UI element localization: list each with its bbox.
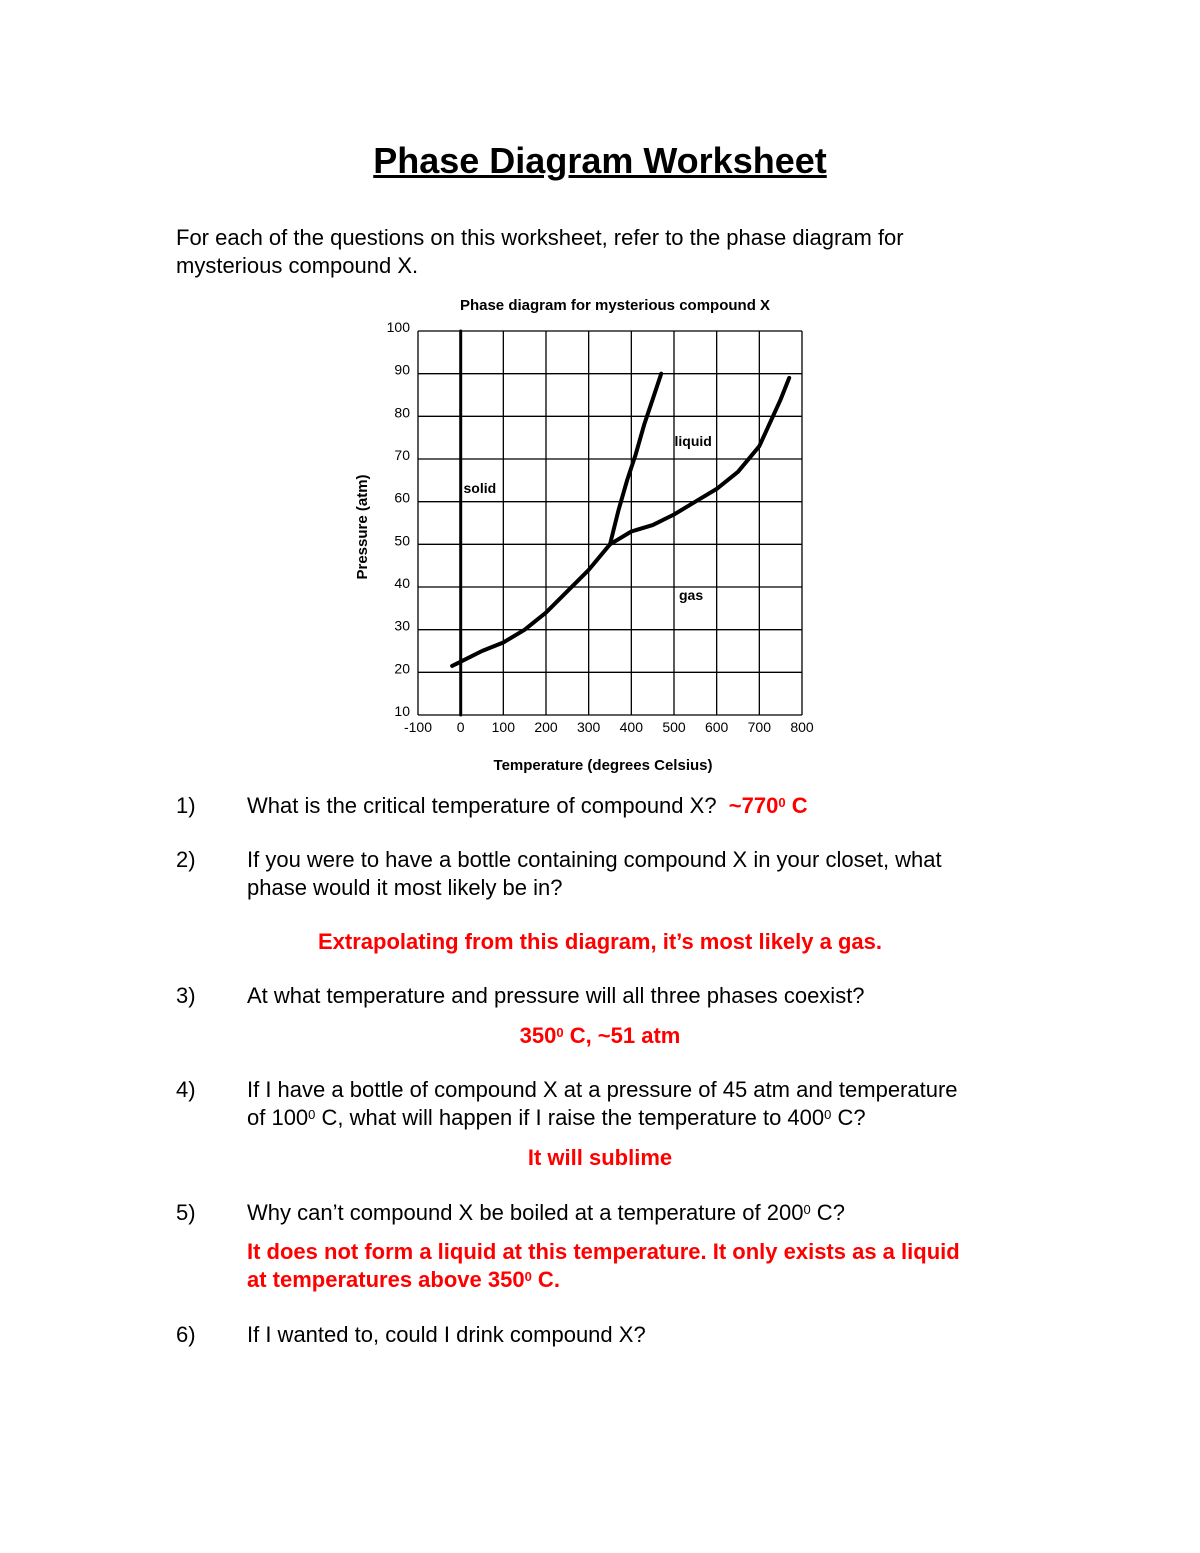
question-text: What is the critical temperature of compound X? [247, 793, 717, 818]
y-tick-label: 70 [394, 447, 410, 463]
question-text-line2: phase would it most likely be in? [247, 875, 563, 900]
region-label: solid [463, 480, 497, 497]
question-text-line1: If you were to have a bottle containing compound X in your closet, what [247, 847, 942, 872]
y-tick-label: 60 [394, 489, 410, 506]
answer-3: $350^0$ C, ~51 atm [519, 1023, 681, 1048]
y-tick-label: 10 [394, 703, 410, 719]
question-number: 6) [176, 1322, 196, 1347]
answer-2: Extrapolating from this diagram, it’s most likely a gas. [318, 929, 882, 954]
question-number: 5) [176, 1200, 196, 1225]
x-tick-label: 400 [619, 719, 644, 735]
y-tick-label: 20 [394, 660, 410, 677]
y-tick-label: 40 [394, 575, 410, 591]
x-tick-label: 300 [576, 719, 601, 735]
x-tick-label: 600 [704, 719, 729, 735]
y-tick-label: 30 [394, 617, 410, 634]
region-label: gas [679, 586, 704, 603]
page-title: Phase Diagram Worksheet [373, 140, 827, 181]
x-tick-label: 100 [491, 719, 516, 735]
phase-diagram-chart [340, 290, 840, 780]
y-tick-label: 80 [394, 404, 410, 421]
x-tick-label: 500 [662, 719, 686, 735]
answer-4: It will sublime [527, 1145, 673, 1170]
x-tick-label: 0 [456, 719, 465, 735]
question-number: 4) [176, 1077, 196, 1102]
question-number: 2) [176, 847, 196, 872]
x-tick-label: 200 [534, 719, 558, 735]
series-line-2 [452, 378, 789, 666]
y-tick-label: 100 [386, 319, 410, 335]
x-tick-label: 700 [747, 719, 772, 735]
chart-title: Phase diagram for mysterious compound X [459, 297, 771, 314]
y-tick-label: 90 [394, 361, 410, 378]
intro-text: For each of the questions on this worksheet, refer to the phase diagram for mysterious compound X. [176, 225, 904, 278]
question-text: Why can’t compound X be boiled at a temperature of $200^0$ C? [247, 1200, 845, 1225]
chart-xlabel: Temperature (degrees Celsius) [493, 757, 713, 774]
y-tick-label: 50 [394, 532, 410, 549]
question-text: At what temperature and pressure will all three phases coexist? [247, 983, 865, 1008]
x-tick-label: -100 [403, 719, 433, 735]
question-number: 3) [176, 983, 196, 1008]
answer-text: $\sim 770^0$ C [728, 793, 808, 818]
question-text-line1: If I have a bottle of compound X at a pressure of 45 atm and temperature [247, 1077, 958, 1102]
x-tick-label: 800 [790, 719, 814, 735]
region-label: liquid [674, 433, 712, 450]
chart-ylabel: Pressure (atm) [354, 474, 371, 580]
question-text: If I wanted to, could I drink compound X? [247, 1322, 646, 1347]
answer-5: It does not form a liquid at this temperature. It only exists as a liquid at temperatures above $350^0$ C. [247, 1239, 960, 1292]
question-number: 1) [176, 793, 196, 818]
question-text-line2: of $100^0$ C, what will happen if I raise the temperature to $400^0$ C? [247, 1105, 866, 1130]
